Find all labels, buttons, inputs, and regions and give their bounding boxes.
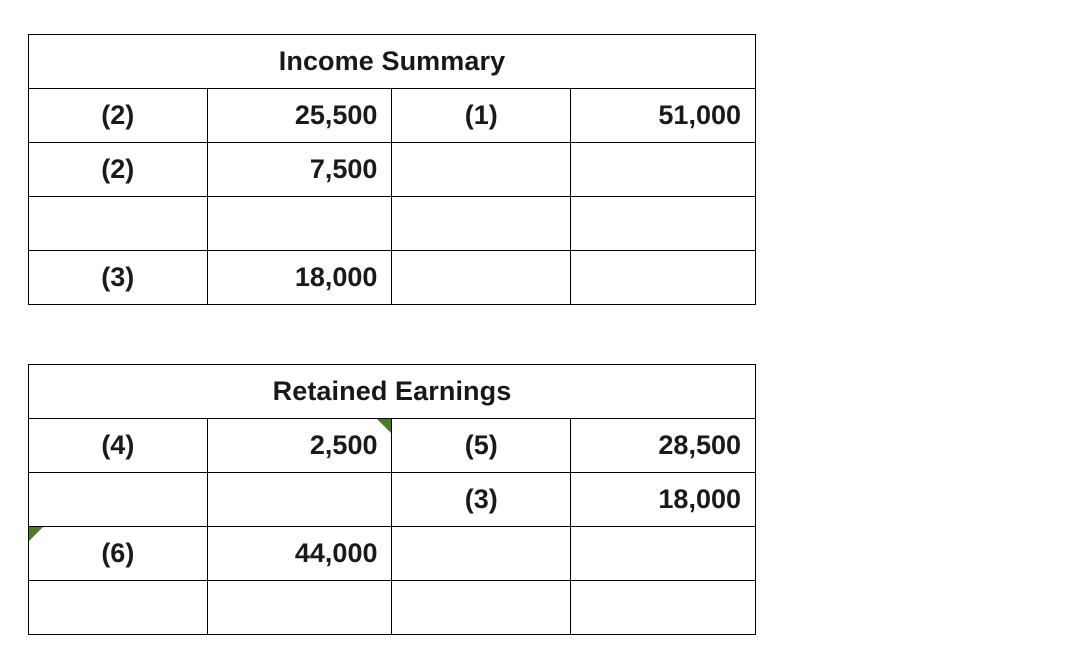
table-row-title [29, 365, 756, 419]
table-row [29, 197, 756, 251]
credit-ref-cell[interactable] [392, 581, 571, 635]
debit-amount-cell[interactable]: 2,500 [207, 419, 392, 473]
debit-ref-cell[interactable]: (2) [29, 143, 208, 197]
credit-ref-cell[interactable] [392, 251, 571, 305]
table-row [29, 251, 756, 305]
credit-ref-cell[interactable] [392, 197, 571, 251]
debit-amount-cell[interactable] [207, 581, 392, 635]
credit-amount-cell[interactable]: 28,500 [571, 419, 756, 473]
table-row [29, 581, 756, 635]
credit-ref-cell[interactable]: (3) [392, 473, 571, 527]
credit-amount-cell[interactable] [571, 197, 756, 251]
credit-amount-cell[interactable]: 18,000 [571, 473, 756, 527]
debit-amount-cell[interactable]: 18,000 [207, 251, 392, 305]
table-row [29, 473, 756, 527]
account-title: Income Summary [29, 35, 756, 89]
debit-amount-cell[interactable]: 25,500 [207, 89, 392, 143]
debit-amount-cell[interactable]: 44,000 [207, 527, 392, 581]
table-row [29, 89, 756, 143]
t-account-income-summary [28, 34, 756, 305]
t-account-retained-earnings [28, 364, 756, 635]
credit-amount-cell[interactable] [571, 527, 756, 581]
credit-ref-cell[interactable] [392, 527, 571, 581]
debit-ref-cell[interactable] [29, 581, 208, 635]
credit-ref-cell[interactable] [392, 143, 571, 197]
table-row [29, 143, 756, 197]
debit-ref-cell[interactable]: (2) [29, 89, 208, 143]
credit-ref-cell[interactable]: (1) [392, 89, 571, 143]
credit-amount-cell[interactable] [571, 581, 756, 635]
debit-amount-cell[interactable] [207, 473, 392, 527]
debit-ref-cell[interactable] [29, 473, 208, 527]
debit-ref-cell[interactable]: (6) [29, 527, 208, 581]
debit-amount-cell[interactable]: 7,500 [207, 143, 392, 197]
debit-ref-cell[interactable]: (3) [29, 251, 208, 305]
credit-ref-cell[interactable]: (5) [392, 419, 571, 473]
table-row-title [29, 35, 756, 89]
credit-amount-cell[interactable]: 51,000 [571, 89, 756, 143]
account-title: Retained Earnings [29, 365, 756, 419]
debit-amount-cell[interactable] [207, 197, 392, 251]
credit-amount-cell[interactable] [571, 143, 756, 197]
debit-ref-cell[interactable] [29, 197, 208, 251]
credit-amount-cell[interactable] [571, 251, 756, 305]
debit-ref-cell[interactable]: (4) [29, 419, 208, 473]
table-row [29, 419, 756, 473]
table-row [29, 527, 756, 581]
